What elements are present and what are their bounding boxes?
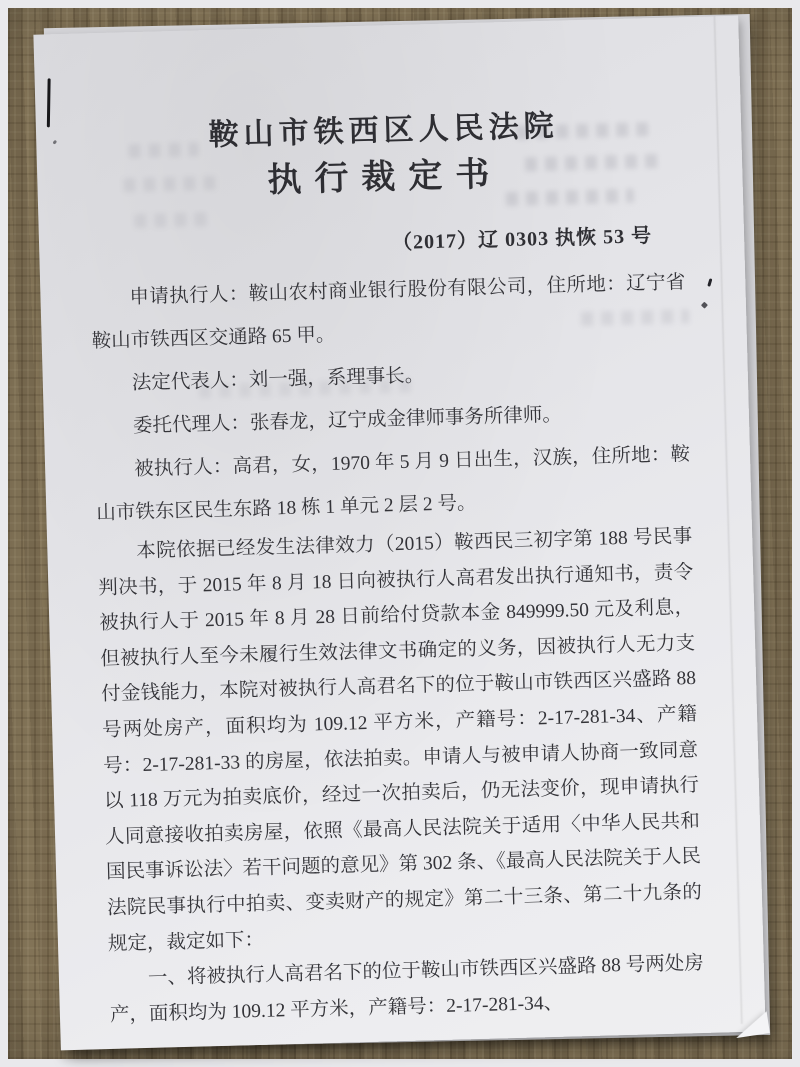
paragraph-respondent: 被执行人：高君，女，1970 年 5 月 9 日出生，汉族，住所地：鞍山市铁东区民生东路 18 栋 1 单元 2 层 2 号。 — [96, 444, 691, 525]
court-name: 鞍山市铁西区人民法院 — [208, 109, 559, 153]
document-title: 执行裁定书 — [266, 156, 503, 200]
paragraph-legal-representative: 法定代表人：刘一强，系理事长。 — [131, 365, 425, 395]
document-page — [33, 16, 765, 1051]
paragraph-ruling-item-1: 一、将被执行人高君名下的位于鞍山市铁西区兴盛路 88 号两处房产，面积均为 109.12 平方米，产籍号：2-17-281-34、 — [109, 953, 705, 1026]
paragraph-applicant: 申请执行人：鞍山农村商业银行股份有限公司，住所地：辽宁省鞍山市铁西区交通路 65 甲。 — [91, 272, 686, 353]
paragraph-case-background: 本院依据已经发生法律效力（2015）鞍西民三初字第 188 号民事判决书，于 2015 年 8 月 18 日向被执行人高君发出执行通知书，责令被执行人于 2015 年 8 月 28 日前给付贷款本金 849999.50 元及利息，但被执行人至今未履行生效法律文书确定的义务，因被执行人无力支付金钱能力，本院对被执行人高君名下的位于鞍山市铁西区兴盛路 88 号两处房产，面积均为 109.12 平方米，产籍号：2-17-281-34、产籍号：2-17-281-33 的房屋，依法拍卖。申请人与被申请人协商一致同意以 118 万元为拍卖底价，经过一次拍卖后，仍无法变价，现申请执行人同意接收拍卖房屋，依照《最高人民法院关于适用〈中华人民共和国民事诉讼法〉若干问题的意见》第 302 条、《最高人民法院关于人民法院民事执行中拍卖、变卖财产的规定》第二十三条、第二十九条的规定，裁定如下： — [98, 526, 703, 955]
document-content — [33, 16, 765, 1051]
paragraph-agent: 委托代理人：张春龙，辽宁成金律师事务所律师。 — [132, 404, 563, 438]
case-number: （2017）辽 0303 执恢 53 号 — [391, 225, 653, 255]
